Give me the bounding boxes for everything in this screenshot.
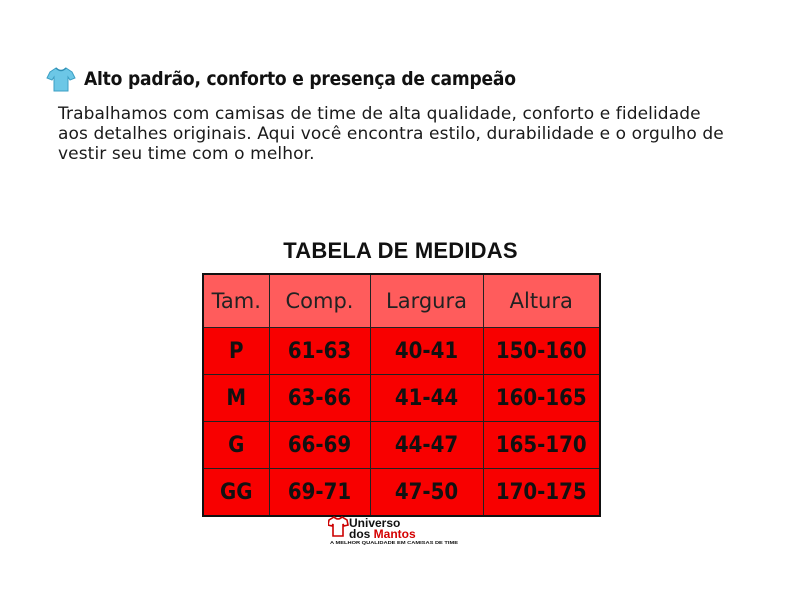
table-row [203, 469, 600, 517]
table-cell-length: 61-63 [269, 328, 370, 375]
table-row [203, 422, 600, 469]
logo-line-2b: Mantos [373, 527, 416, 541]
table-cell-length: 63-66 [269, 375, 370, 422]
section-heading-row [46, 64, 516, 94]
table-cell-width: 47-50 [370, 469, 483, 517]
size-table-title: TABELA DE MEDIDAS [283, 238, 518, 263]
size-table [202, 273, 601, 517]
section-heading: Alto padrão, conforto e presença de campeão [84, 68, 516, 90]
table-cell-height: 170-175 [483, 469, 600, 517]
table-cell-width: 41-44 [370, 375, 483, 422]
table-cell-width: 44-47 [370, 422, 483, 469]
header-cell-width: Largura [370, 274, 483, 328]
table-cell-height: 160-165 [483, 375, 600, 422]
logo-line-1: Universo [349, 516, 401, 530]
table-cell-height: 165-170 [483, 422, 600, 469]
table-cell-size: M [203, 375, 269, 422]
intro-line: aos detalhes originais. Aqui você encontra estilo, durabilidade e o orgulho de [58, 124, 724, 144]
logo-tagline: A MELHOR QUALIDADE EM CAMISAS DE TIME [330, 540, 458, 545]
intro-line: vestir seu time com o melhor. [58, 144, 315, 164]
size-table-header-row [203, 274, 600, 328]
table-cell-length: 66-69 [269, 422, 370, 469]
intro-paragraph [58, 104, 793, 164]
shirt-logo-icon [328, 517, 348, 536]
logo-line-2 [349, 527, 416, 541]
t-shirt-icon [46, 64, 76, 94]
header-cell-height: Altura [483, 274, 600, 328]
header-cell-size: Tam. [203, 274, 269, 328]
intro-line: Trabalhamos com camisas de time de alta qualidade, conforto e fidelidade [58, 104, 701, 124]
brand-logo [328, 514, 463, 546]
table-cell-length: 69-71 [269, 469, 370, 517]
logo-line-2a: dos [349, 527, 374, 541]
table-cell-size: GG [203, 469, 269, 517]
table-row [203, 375, 600, 422]
header-cell-length: Comp. [269, 274, 370, 328]
table-cell-height: 150-160 [483, 328, 600, 375]
table-row [203, 328, 600, 375]
table-cell-size: G [203, 422, 269, 469]
table-cell-size: P [203, 328, 269, 375]
table-cell-width: 40-41 [370, 328, 483, 375]
